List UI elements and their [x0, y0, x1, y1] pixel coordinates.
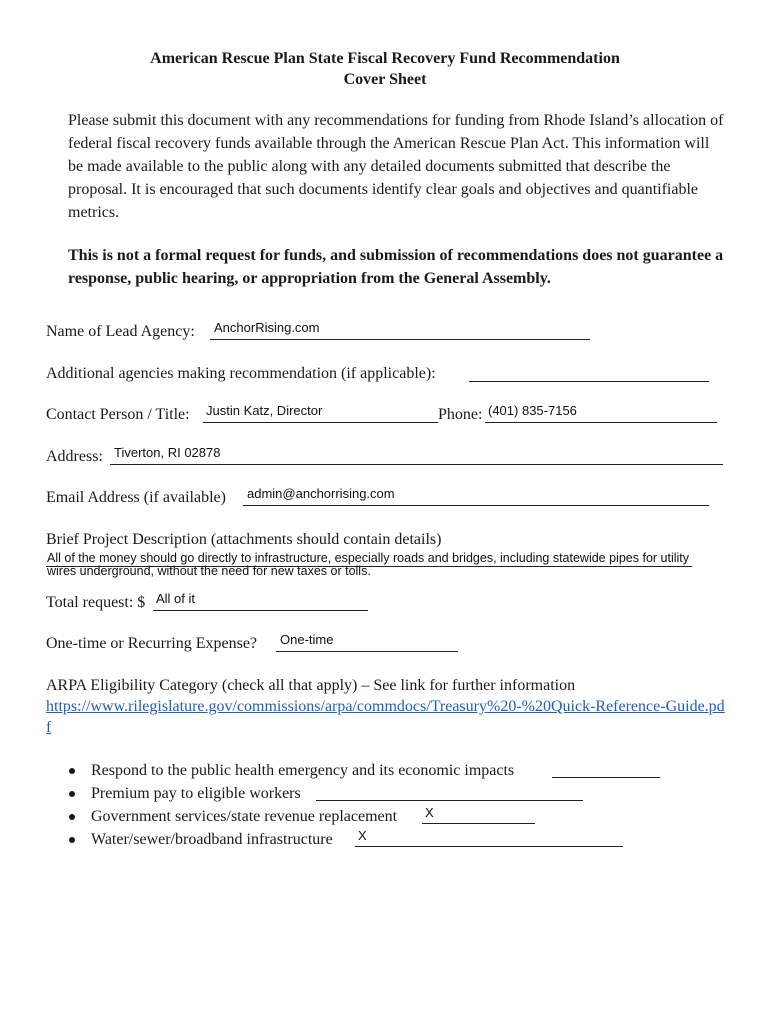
expense-type-label: One-time or Recurring Expense?	[46, 635, 258, 652]
description-label: Brief Project Description (attachments should contain details)	[46, 531, 442, 548]
email-line	[243, 505, 709, 506]
total-request-label: Total request: $	[46, 594, 146, 611]
phone-field[interactable]: (401) 835-7156	[488, 403, 577, 418]
eligibility-item-label: Respond to the public health emergency and its economic impacts	[91, 762, 515, 779]
contact-field[interactable]: Justin Katz, Director	[206, 403, 323, 418]
additional-agencies-label: Additional agencies making recommendation (if applicable):	[46, 365, 436, 382]
eligibility-label: ARPA Eligibility Category (check all that apply) – See link for further information	[46, 677, 576, 694]
address-field[interactable]: Tiverton, RI 02878	[114, 445, 221, 460]
eligibility-check-line	[552, 777, 660, 778]
eligibility-item-label: Government services/state revenue replacement	[91, 808, 398, 825]
description-field[interactable]: All of the money should go directly to infrastructure, especially roads and bridges, including statewide pipes for utility wires underground, without the need for new taxes or tolls.	[47, 551, 690, 578]
lead-agency-line	[210, 339, 590, 340]
treasury-guide-link[interactable]: https://www.rilegislature.gov/commissions/arpa/commdocs/Treasury%20-%20Quick-Reference-Guide.pdf	[46, 698, 725, 736]
bullet-icon	[69, 768, 75, 774]
eligibility-check-line	[355, 846, 623, 847]
total-request-line	[153, 610, 368, 611]
eligibility-item-label: Premium pay to eligible workers	[91, 785, 301, 802]
address-label: Address:	[46, 448, 103, 465]
intro-paragraph: Please submit this document with any recommendations for funding from Rhode Island’s allocation of federal fiscal recovery funds available through the American Rescue Plan Act. This information will be made available to the public along with any detailed documents submitted that describe the proposal. It is encouraged that such documents identify clear goals and objectives and quantifiable metrics.	[68, 112, 724, 221]
eligibility-item-label: Water/sewer/broadband infrastructure	[91, 831, 333, 848]
page-subtitle: Cover Sheet	[343, 71, 427, 88]
email-field[interactable]: admin@anchorrising.com	[247, 486, 395, 501]
expense-type-field[interactable]: One-time	[280, 632, 334, 647]
email-label: Email Address (if available)	[46, 489, 226, 506]
disclaimer-paragraph: This is not a formal request for funds, and submission of recommendations does not guarantee a response, public hearing, or appropriation from the General Assembly.	[68, 247, 724, 287]
phone-label: Phone:	[438, 406, 483, 423]
expense-type-line	[276, 651, 458, 652]
eligibility-check-mark[interactable]: X	[425, 805, 434, 820]
bullet-icon	[69, 814, 75, 820]
lead-agency-field[interactable]: AnchorRising.com	[214, 320, 320, 335]
bullet-icon	[69, 837, 75, 843]
contact-label: Contact Person / Title:	[46, 406, 190, 423]
additional-agencies-line	[469, 381, 709, 382]
eligibility-check-mark[interactable]: X	[358, 828, 367, 843]
total-request-field[interactable]: All of it	[156, 591, 196, 606]
phone-line	[485, 422, 717, 423]
eligibility-check-line	[316, 800, 583, 801]
bullet-icon	[69, 791, 75, 797]
eligibility-check-line	[422, 823, 535, 824]
address-line	[110, 464, 723, 465]
lead-agency-label: Name of Lead Agency:	[46, 323, 195, 340]
page-title: American Rescue Plan State Fiscal Recovery Fund Recommendation	[150, 50, 620, 67]
contact-line	[203, 422, 438, 423]
